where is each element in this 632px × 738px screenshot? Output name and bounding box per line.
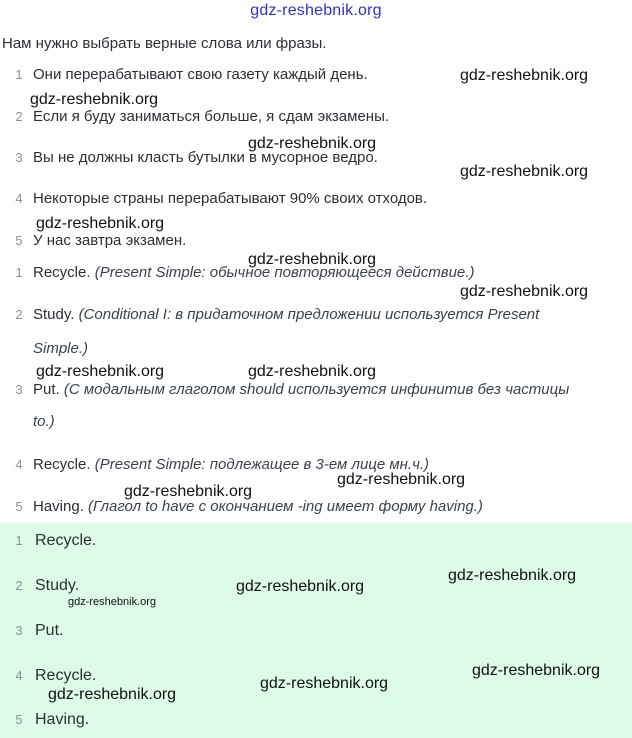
- answer-text: Study.: [35, 577, 80, 594]
- answer-text: Recycle.: [35, 532, 97, 549]
- item-number: 3: [15, 382, 23, 397]
- item-number: 2: [15, 578, 23, 593]
- explanation-note: (Present Simple: обычное повторяющееся действие.): [94, 264, 475, 281]
- answer-text: Recycle.: [35, 667, 97, 684]
- explanation-note: (Present Simple: подлежащее в 3-ем лице мн.ч.): [94, 456, 430, 473]
- intro-text: Нам нужно выбрать верные слова или фразы.: [2, 35, 327, 52]
- watermark: gdz-reshebnik.org: [460, 163, 589, 180]
- watermark: gdz-reshebnik.org: [448, 567, 577, 584]
- answer-text: Put.: [35, 622, 64, 639]
- watermark: gdz-reshebnik.org: [68, 596, 157, 608]
- answer-word: Study.: [33, 306, 75, 323]
- answer-word: Having.: [33, 498, 84, 515]
- site-title: gdz-reshebnik.org: [250, 2, 382, 19]
- item-number: 5: [15, 712, 23, 727]
- item-number: 1: [15, 67, 23, 82]
- watermark: gdz-reshebnik.org: [30, 91, 159, 108]
- answer-word: Put.: [33, 381, 60, 398]
- watermark: gdz-reshebnik.org: [472, 662, 601, 679]
- explanation-note-continued: to.): [33, 413, 55, 430]
- item-text: Они перерабатывают свою газету каждый день.: [33, 66, 368, 83]
- answers-panel: [0, 523, 632, 738]
- item-number: 5: [15, 233, 23, 248]
- item-number: 3: [15, 623, 23, 638]
- answer-word: Recycle.: [33, 264, 91, 281]
- answer-word: Recycle.: [33, 456, 91, 473]
- item-text: Некоторые страны перерабатывают 90% своих отходов.: [33, 190, 428, 207]
- watermark: gdz-reshebnik.org: [248, 135, 377, 152]
- explanation-note: (Глагол to have с окончанием -ing имеет форму having.): [88, 498, 483, 515]
- watermark: gdz-reshebnik.org: [260, 675, 389, 692]
- explanation-note-continued: Simple.): [33, 340, 89, 357]
- item-text: Если я буду заниматься больше, я сдам экзамены.: [33, 108, 390, 125]
- item-number: 4: [15, 457, 23, 472]
- watermark: gdz-reshebnik.org: [48, 686, 177, 703]
- explanation-note: (Conditional I: в придаточном предложении используется Present: [78, 306, 540, 323]
- watermark: gdz-reshebnik.org: [236, 578, 365, 595]
- watermark: gdz-reshebnik.org: [248, 363, 377, 380]
- item-number: 1: [15, 265, 23, 280]
- item-number: 5: [15, 499, 23, 514]
- explanation-note: (С модальным глаголом should используется инфинитив без частицы: [63, 381, 570, 398]
- item-text: [33, 494, 483, 520]
- watermark: gdz-reshebnik.org: [460, 283, 589, 300]
- watermark: gdz-reshebnik.org: [36, 215, 165, 232]
- watermark: gdz-reshebnik.org: [248, 251, 377, 268]
- item-number: 2: [15, 307, 23, 322]
- item-text: У нас завтра экзамен.: [33, 232, 187, 249]
- item-number: 2: [15, 109, 23, 124]
- answer-text: Having.: [35, 711, 90, 728]
- item-number: 3: [15, 150, 23, 165]
- watermark: gdz-reshebnik.org: [124, 483, 253, 500]
- item-number: 4: [15, 668, 23, 683]
- watermark: gdz-reshebnik.org: [460, 67, 589, 84]
- item-number: 1: [15, 533, 23, 548]
- item-number: 4: [15, 191, 23, 206]
- item-text: [33, 302, 539, 328]
- watermark: gdz-reshebnik.org: [337, 471, 466, 488]
- watermark: gdz-reshebnik.org: [36, 363, 165, 380]
- item-text: Вы не должны класть бутылки в мусорное ведро.: [33, 149, 378, 166]
